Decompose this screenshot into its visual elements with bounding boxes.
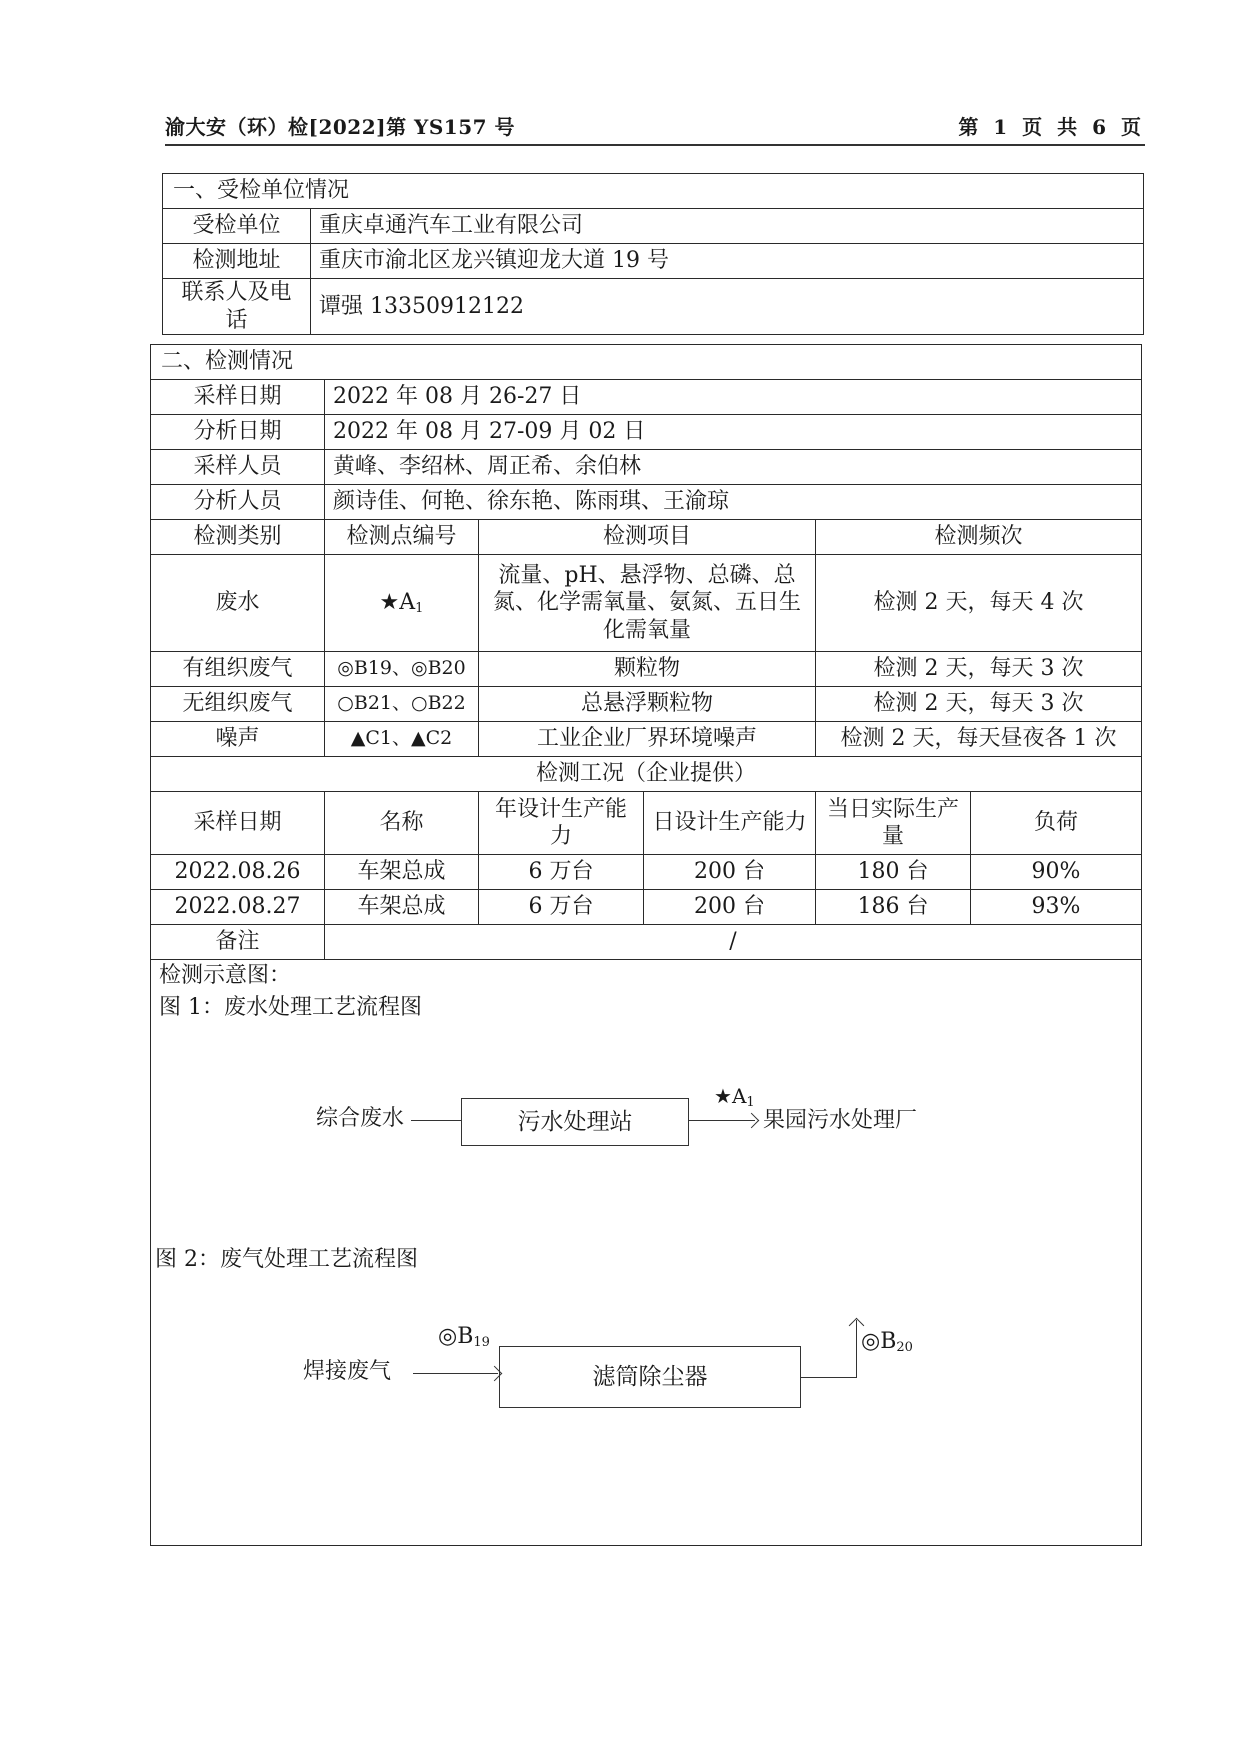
field-value: 颜诗佳、何艳、徐东艳、陈雨琪、王渝琼 <box>325 485 1142 520</box>
sample-date: 2022.08.26 <box>151 855 325 890</box>
column-header: 日设计生产能力 <box>644 792 816 855</box>
field-label: 分析日期 <box>151 415 325 450</box>
diagram-area <box>151 960 1142 1546</box>
table-row <box>151 380 1142 415</box>
table-row <box>151 722 1142 757</box>
table-row <box>151 415 1142 450</box>
table-row <box>151 687 1142 722</box>
annual-capacity: 6 万台 <box>479 890 644 925</box>
detection-category: 有组织废气 <box>151 652 325 687</box>
double-circle-icon: ◎ <box>438 1324 458 1349</box>
fig1-monitor-point: $★A_1$ <box>714 1084 755 1110</box>
field-label: 检测地址 <box>163 244 311 279</box>
diagram-title: 检测示意图： <box>159 963 292 988</box>
detection-category: 噪声 <box>151 722 325 757</box>
detection-category: 废水 <box>151 555 325 652</box>
detection-point: ○B21、○B22 <box>325 687 479 722</box>
column-header: 年设计生产能力 <box>479 792 644 855</box>
field-label: 采样人员 <box>151 450 325 485</box>
load-percent: 90% <box>971 855 1142 890</box>
column-header: 检测项目 <box>479 520 816 555</box>
field-label: 受检单位 <box>163 209 311 244</box>
column-header: 检测频次 <box>816 520 1142 555</box>
detection-items: 总悬浮颗粒物 <box>479 687 816 722</box>
fig1-caption: 图 1：废水处理工艺流程图 <box>159 995 422 1020</box>
table-header-row <box>151 520 1142 555</box>
product-name: 车架总成 <box>325 890 479 925</box>
fig2-outlet-point: $◎B_{20}$ <box>861 1329 913 1355</box>
column-header: 负荷 <box>971 792 1142 855</box>
table-header-row <box>151 792 1142 855</box>
double-circle-icon: ◎ <box>861 1329 881 1354</box>
table-row <box>151 855 1142 890</box>
fig2-process-box: 滤筒除尘器 <box>499 1346 801 1408</box>
section-title: 一、受检单位情况 <box>163 174 1144 209</box>
load-percent: 93% <box>971 890 1142 925</box>
table-row <box>151 652 1142 687</box>
field-value: 谭强 13350912122 <box>311 279 1144 335</box>
remarks-value: / <box>325 925 1142 960</box>
detection-items: 流量、pH、悬浮物、总磷、总氮、化学需氧量、氨氮、五日生化需氧量 <box>479 555 816 652</box>
detection-items: 颗粒物 <box>479 652 816 687</box>
field-value: 2022 年 08 月 26-27 日 <box>325 380 1142 415</box>
conditions-title: 检测工况（企业提供） <box>151 757 1142 792</box>
detection-category: 无组织废气 <box>151 687 325 722</box>
detection-frequency: 检测 2 天，每天昼夜各 1 次 <box>816 722 1142 757</box>
fig2-inlet-point: $◎B_{19}$ <box>438 1324 490 1350</box>
table-row <box>151 890 1142 925</box>
actual-output: 186 台 <box>816 890 971 925</box>
field-label: 分析人员 <box>151 485 325 520</box>
detection-items: 工业企业厂界环境噪声 <box>479 722 816 757</box>
connector-line <box>411 1120 461 1121</box>
actual-output: 180 台 <box>816 855 971 890</box>
fig2-source: 焊接废气 <box>303 1359 392 1384</box>
detection-frequency: 检测 2 天，每天 3 次 <box>816 652 1142 687</box>
table-row <box>151 485 1142 520</box>
field-value: 2022 年 08 月 27-09 月 02 日 <box>325 415 1142 450</box>
table-row <box>163 209 1144 244</box>
connector-line <box>801 1377 856 1378</box>
detection-frequency: 检测 2 天，每天 4 次 <box>816 555 1142 652</box>
field-value: 重庆市渝北区龙兴镇迎龙大道 19 号 <box>311 244 1144 279</box>
table-row <box>151 925 1142 960</box>
product-name: 车架总成 <box>325 855 479 890</box>
table-row <box>151 450 1142 485</box>
field-label: 联系人及电话 <box>163 279 311 335</box>
star-icon: ★ <box>379 589 400 615</box>
fig2-caption: 图 2：废气处理工艺流程图 <box>155 1247 418 1272</box>
table-row <box>151 555 1142 652</box>
annual-capacity: 6 万台 <box>479 855 644 890</box>
table-row <box>163 279 1144 335</box>
fig1-source: 综合废水 <box>316 1106 405 1131</box>
page-header <box>165 110 1145 146</box>
column-header: 名称 <box>325 792 479 855</box>
detection-frequency: 检测 2 天，每天 3 次 <box>816 687 1142 722</box>
document-number: 渝大安（环）检[2022]第 YS157 号 <box>165 115 515 139</box>
detection-point: ▲C1、▲C2 <box>325 722 479 757</box>
table-row <box>163 244 1144 279</box>
detection-table <box>150 344 1142 1546</box>
field-value: 重庆卓通汽车工业有限公司 <box>311 209 1144 244</box>
inspected-unit-table <box>162 173 1144 335</box>
daily-capacity: 200 台 <box>644 890 816 925</box>
field-value: 黄峰、李绍林、周正希、余伯林 <box>325 450 1142 485</box>
sample-date: 2022.08.27 <box>151 890 325 925</box>
section-title: 二、检测情况 <box>151 345 1142 380</box>
remarks-label: 备注 <box>151 925 325 960</box>
arrow-right-icon <box>744 1113 760 1129</box>
detection-point: ◎B19、◎B20 <box>325 652 479 687</box>
fig1-process-box: 污水处理站 <box>461 1098 689 1146</box>
column-header: 检测点编号 <box>325 520 479 555</box>
star-icon: ★ <box>714 1084 732 1108</box>
daily-capacity: 200 台 <box>644 855 816 890</box>
detection-point: $★A_1$ <box>325 555 479 652</box>
fig1-destination: 果园污水处理厂 <box>763 1108 918 1133</box>
connector-line <box>413 1373 498 1374</box>
page-count: 第 1 页 共 6 页 <box>958 115 1145 139</box>
column-header: 采样日期 <box>151 792 325 855</box>
column-header: 检测类别 <box>151 520 325 555</box>
field-label: 采样日期 <box>151 380 325 415</box>
column-header: 当日实际生产量 <box>816 792 971 855</box>
